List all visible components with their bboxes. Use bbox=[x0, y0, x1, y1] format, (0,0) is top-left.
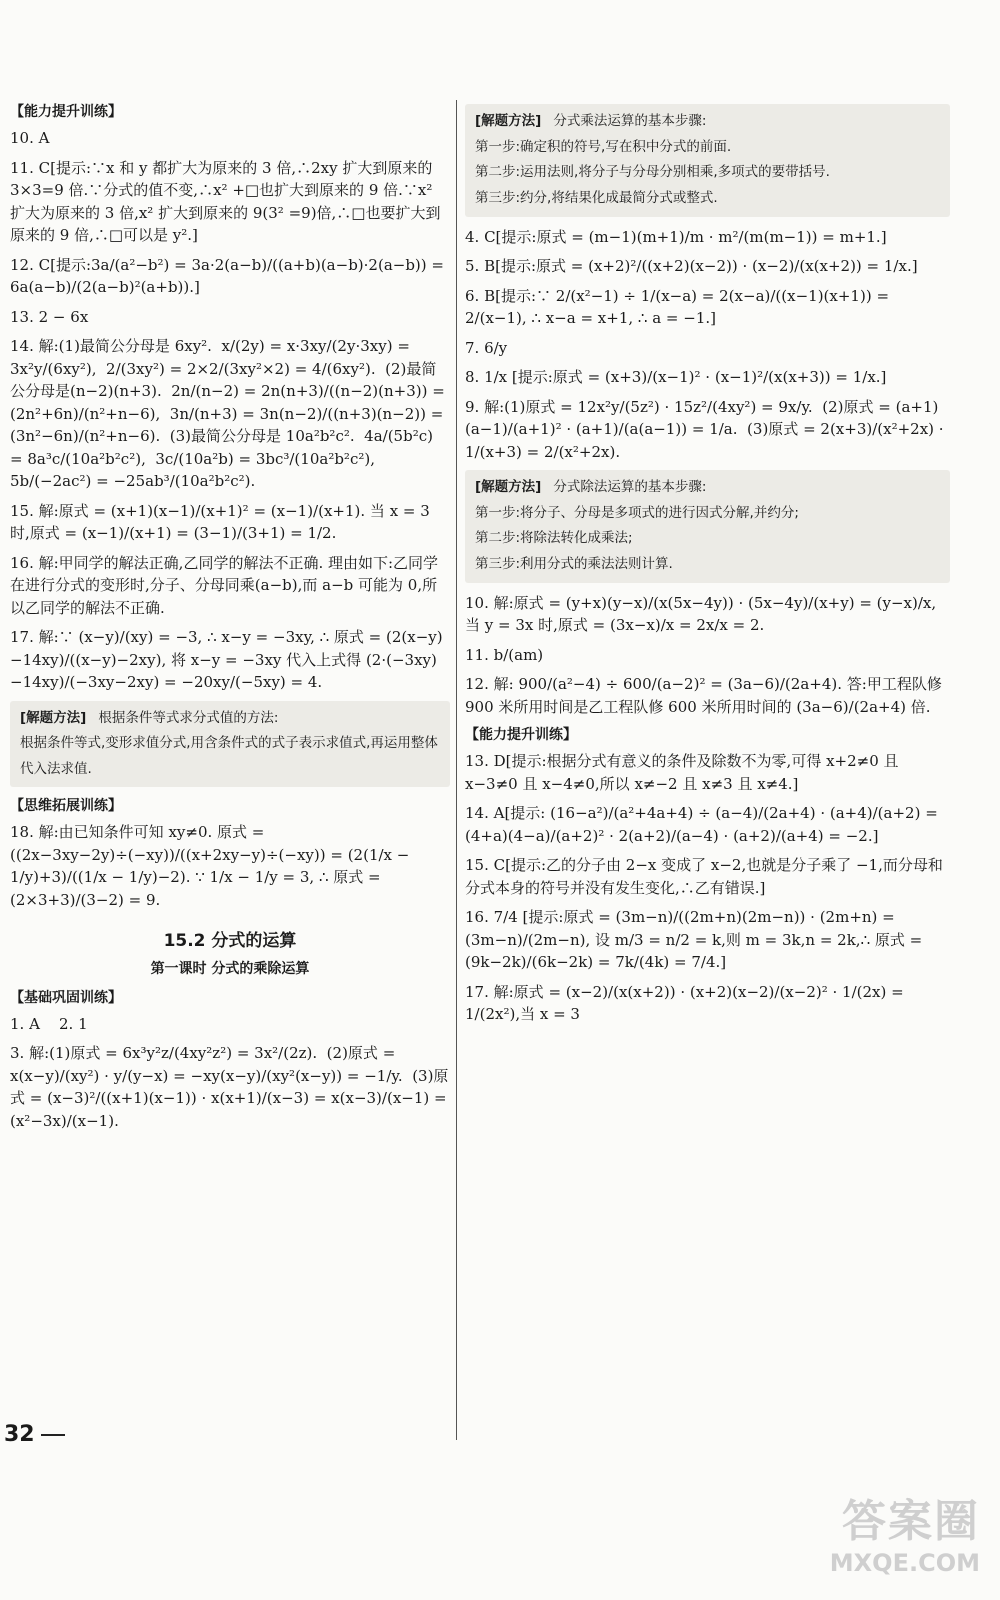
method-tag: [解题方法] bbox=[20, 709, 87, 726]
answer-10: 10. 解:原式 = (y+x)(y−x)/(x(5x−4y)) · (5x−4y)/(x+y) = (y−x)/x, 当 y = 3x 时,原式 = (3x−x)/x = 2x/x = 2. bbox=[465, 593, 941, 635]
method-step: 第一步:将分子、分母是多项式的进行因式分解,并约分; bbox=[475, 504, 799, 521]
watermark-text: 答案圈 bbox=[842, 1496, 980, 1547]
answer-16: 16. 7/4 [提示:原式 = (3m−n)/((2m+n)(2m−n)) · (2m+n) = (3m−n)/(2m−n), 设 m/3 = n/2 = k,则 m = 3k,n = 2k,∴ 原式 = (9k−2k)/(6k−2k) = 7k/(4k) = 7/4.] bbox=[465, 908, 927, 972]
right-column bbox=[465, 100, 950, 1033]
answer-6: 6. B[提示:∵ 2/(x²−1) ÷ 1/(x−a) = 2(x−a)/((x−1)(x+1)) = 2/(x−1), ∴ x−a = x+1, ∴ a = −1.] bbox=[465, 286, 894, 328]
method-step: 第二步:运用法则,将分子与分母分别相乘,多项式的要带括号. bbox=[475, 164, 830, 181]
watermark-url: MXQE.COM bbox=[829, 1549, 980, 1577]
section-heading: 【基础巩固训练】 bbox=[10, 989, 122, 1006]
answer-8: 8. 1/x [提示:原式 = (x+3)/(x−1)² · (x−1)²/(x(x+3)) = 1/x.] bbox=[465, 368, 887, 387]
method-body: 根据条件等式,变形求值分式,用含条件式的式子表示求值式,再运用整体代入法求值. bbox=[20, 735, 438, 777]
answer-1-2: 1. A 2. 1 bbox=[10, 1014, 88, 1033]
method-step: 第三步:约分,将结果化成最简分式或整式. bbox=[475, 189, 718, 206]
answer-12: 12. 解: 900/(a²−4) ÷ 600/(a−2)² = (3a−6)/(2a+4). 答:甲工程队修 900 米所用时间是乙工程队修 600 米所用时间的 (3a−6)/(2a+4) 倍. bbox=[465, 675, 947, 716]
section-title: 15.2 分式的运算 bbox=[163, 931, 297, 952]
method-title: 分式乘法运算的基本步骤: bbox=[553, 113, 707, 129]
answer-13: 13. D[提示:根据分式有意义的条件及除数不为零,可得 x+2≠0 且 x−3≠0 且 x−4≠0,所以 x≠−2 且 x≠3 且 x≠4.] bbox=[465, 752, 904, 793]
answer-15: 15. C[提示:乙的分子由 2−x 变成了 x−2,也就是分子乘了 −1,而分母和分式本身的符号并没有发生变化,∴乙有错误.] bbox=[465, 856, 943, 897]
answer-14: 14. 解:(1)最简公分母是 6xy². x/(2y) = x·3xy/(2y·3xy) = 3x²y/(6xy²), 2/(3xy²) = 2×2/(3xy²×2) = 4/(6xy²). (2)最简公分母是(n−2)(n+3). 2n/(n−2) = 2n(n+3)/((n−2)(n+3)) = (2n²+6n)/(n²+n−6), 3n/(n+3) = 3n(n−2)/((n+3)(n−2)) = (3n²−6n)/(n²+n−6). (3)最简公分母是 10a²b²c². 4a/(5b²c) = 8a³c/(10a²b²c²), 3c/(10a²b) = 3bc³/(10a²b²c²), 5b/(−2ac²) = −25ab³/(10a²b²c²). bbox=[10, 337, 450, 490]
watermark-logo bbox=[810, 1496, 980, 1586]
lesson-subtitle: 第一课时 分式的乘除运算 bbox=[150, 960, 310, 977]
column-divider bbox=[456, 100, 457, 1440]
page-number: 32 bbox=[4, 1418, 65, 1451]
section-heading: 【思维拓展训练】 bbox=[10, 798, 122, 815]
method-tip-box bbox=[465, 104, 950, 217]
answer-10: 10. A bbox=[10, 129, 50, 147]
section-heading: 【能力提升训练】 bbox=[465, 727, 577, 744]
method-step: 第一步:确定积的符号,写在积中分式的前面. bbox=[475, 138, 732, 155]
method-title: 分式除法运算的基本步骤: bbox=[553, 479, 707, 496]
answer-17: 17. 解:∵ (x−y)/(xy) = −3, ∴ x−y = −3xy, ∴ 原式 = (2(x−y)−14xy)/((x−y)−2xy), 将 x−y = −3xy 代入上式得 (2·(−3xy)−14xy)/(−3xy−2xy) = −20xy/(−5xy) = 4. bbox=[10, 628, 443, 691]
answer-11: 11. C[提示:∵x 和 y 都扩大为原来的 3 倍,∴2xy 扩大到原来的 3×3=9 倍.∵分式的值不变,∴x² +□也扩大到原来的 9 倍.∵x² 扩大为原来的 3 倍,x² 扩大到原来的 9(3² =9)倍,∴□也要扩大到原来的 9 倍,∴□可以是 y².] bbox=[10, 158, 441, 244]
method-title: 根据条件等式求分式值的方法: bbox=[98, 709, 279, 726]
section-heading: 【能力提升训练】 bbox=[10, 104, 122, 120]
answer-15: 15. 解:原式 = (x+1)(x−1)/(x+1)² = (x−1)/(x+1). 当 x = 3 时,原式 = (x−1)/(x+1) = (3−1)/(3+1) = 1/2. bbox=[10, 501, 435, 542]
answer-13: 13. 2 − 6x bbox=[10, 307, 89, 326]
answer-11: 11. b/(am) bbox=[465, 645, 544, 664]
method-tip-box bbox=[465, 470, 950, 583]
method-step: 第三步:利用分式的乘法法则计算. bbox=[475, 555, 673, 572]
method-tag: [解题方法] bbox=[475, 479, 542, 496]
answer-17: 17. 解:原式 = (x−2)/(x(x+2)) · (x+2)(x−2)/(x−2)² · 1/(2x) = 1/(2x²),当 x = 3 bbox=[465, 982, 909, 1024]
answer-14: 14. A[提示: (16−a²)/(a²+4a+4) ÷ (a−4)/(2a+4) · (a+4)/(a+2) = (4+a)(4−a)/(a+2)² · 2(a+2)/(a−4) · (a+2)/(a+4) = −2.] bbox=[465, 804, 943, 845]
answer-5: 5. B[提示:原式 = (x+2)²/((x+2)(x−2)) · (x−2)/(x(x+2)) = 1/x.] bbox=[465, 257, 918, 276]
answer-3: 3. 解:(1)原式 = 6x³y²z/(4xy²z²) = 3x²/(2z). (2)原式 = x(x−y)/(xy²) · y/(y−x) = −xy(x−y)/(xy²(x−y)) = −1/y. (3)原式 = (x−3)²/((x+1)(x−1)) · x(x+1)/(x−3) = x(x−3)/(x−1) = (x²−3x)/(x−1). bbox=[10, 1044, 452, 1130]
answer-4: 4. C[提示:原式 = (m−1)(m+1)/m · m²/(m(m−1)) = m+1.] bbox=[465, 227, 887, 246]
left-column bbox=[10, 100, 450, 1139]
answer-16: 16. 解:甲同学的解法正确,乙同学的解法不正确. 理由如下:乙同学在进行分式的变形时,分子、分母同乘(a−b),而 a−b 可能为 0,所以乙同学的解法不正确. bbox=[10, 553, 439, 617]
method-tip-box bbox=[10, 701, 450, 788]
answer-9: 9. 解:(1)原式 = 12x²y/(5z²) · 15z²/(4xy²) = 9x/y. (2)原式 = (a+1)(a−1)/(a+1)² · (a+1)/(a(a−1)) = 1/a. (3)原式 = 2(x+3)/(x²+2x) · 1/(x+3) = 2/(x²+2x). bbox=[465, 397, 949, 461]
answer-7: 7. 6/y bbox=[465, 338, 508, 357]
method-step: 第二步:将除法转化成乘法; bbox=[475, 530, 633, 547]
answer-18: 18. 解:由已知条件可知 xy≠0. 原式 = ((2x−3xy−2y)÷(−xy))/((x+2xy−y)÷(−xy)) = (2(1/x − 1/y)+3)/((1/x − 1/y)−2). ∵ 1/x − 1/y = 3, ∴ 原式 = (2×3+3)/(3−2) = 9. bbox=[10, 823, 415, 909]
method-tag: [解题方法] bbox=[475, 113, 542, 129]
answer-12: 12. C[提示:3a/(a²−b²) = 3a·2(a−b)/((a+b)(a−b)·2(a−b)) = 6a(a−b)/(2(a−b)²(a+b)).] bbox=[10, 255, 449, 296]
